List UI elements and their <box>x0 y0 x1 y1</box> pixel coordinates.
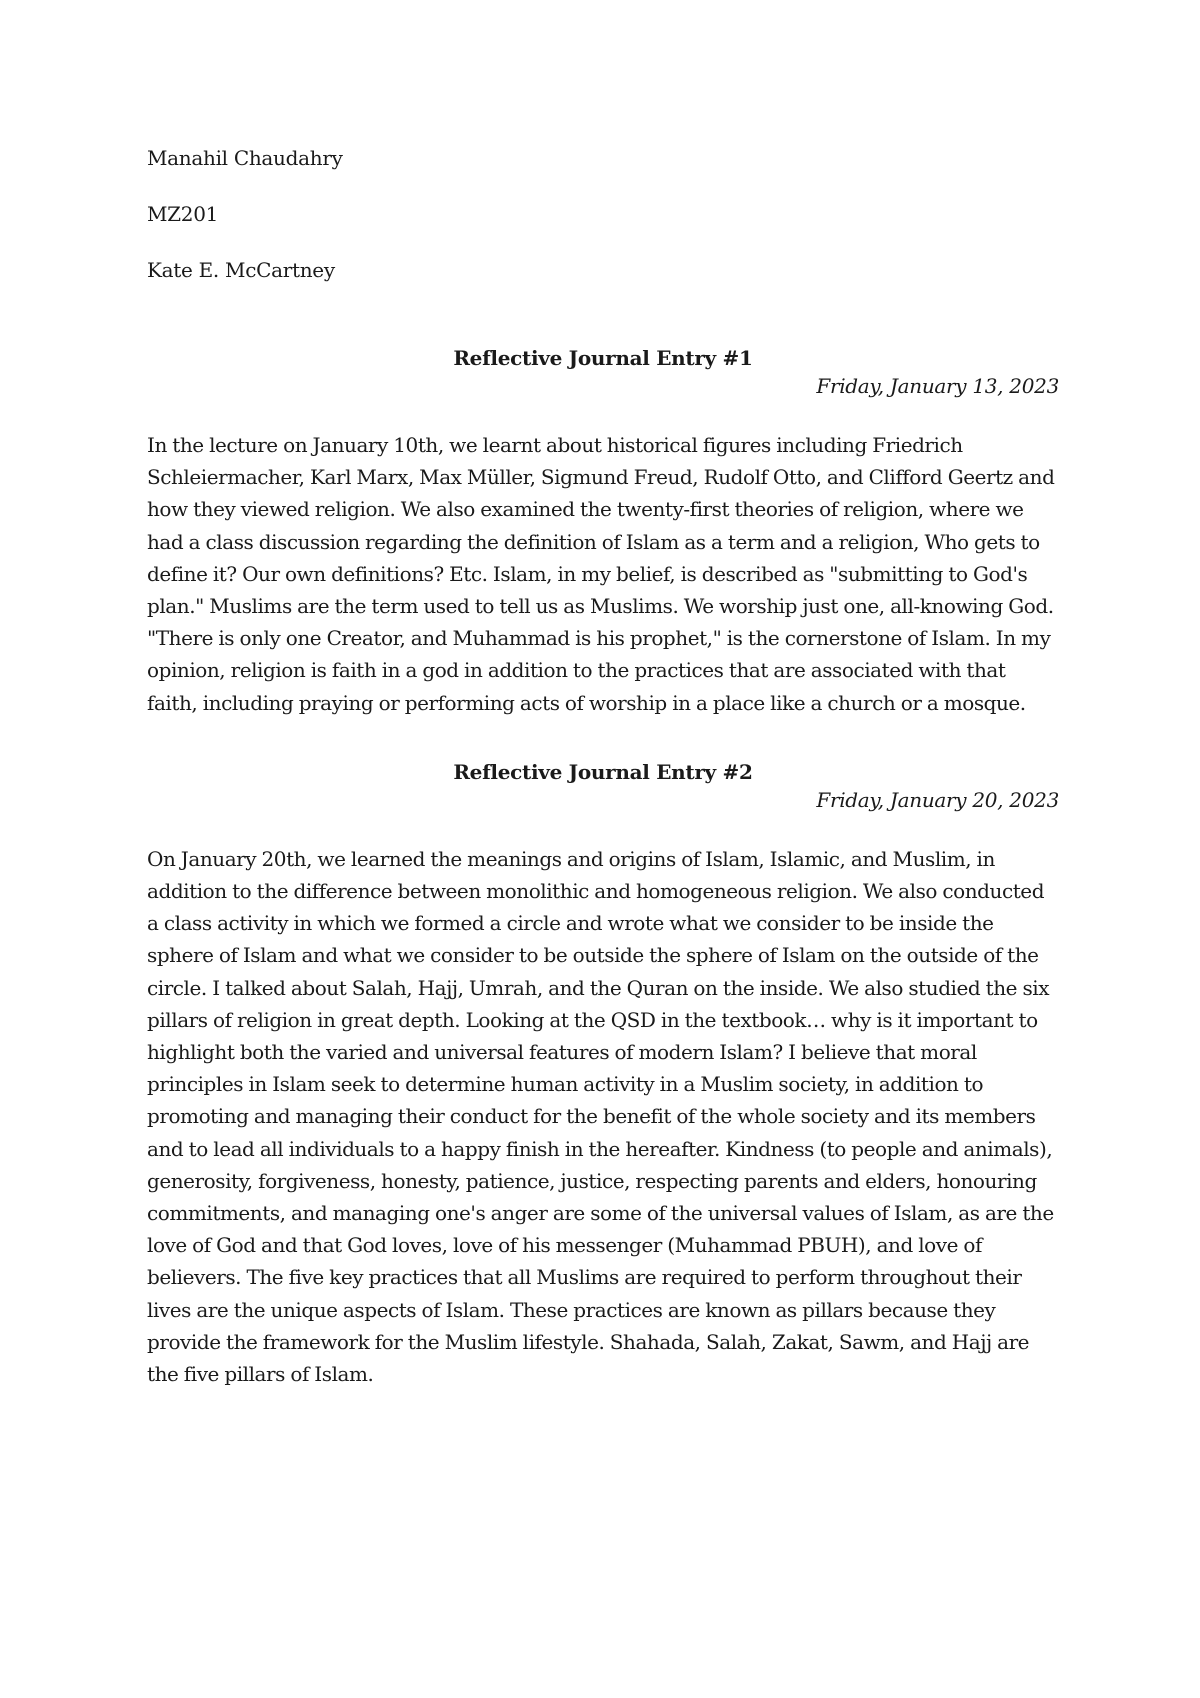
entry-body: On January 20th, we learned the meanings and origins of Islam, Islamic, and Muslim, in addition to the difference between monolithic and homogeneous religion. We also conducted a class activity in which we formed a circle and wrote what we consider to be inside the sphere of Islam and what we consider to be outside the sphere of Islam on the outside of the circle. I talked about Salah, Hajj, Umrah, and the Quran on the inside. We also studied the six pillars of religion in great depth. Looking at the QSD in the textbook… why is it important to highlight both the varied and universal features of modern Islam? I believe that moral principles in Islam seek to determine human activity in a Muslim society, in addition to promoting and managing their conduct for the benefit of the whole society and its members and to lead all individuals to a happy finish in the hereafter. Kindness (to people and animals), generosity, forgiveness, honesty, patience, justice, respecting parents and elders, honouring commitments, and managing one's anger are some of the universal values of Islam, as are the love of God and that God loves, love of his messenger (Muhammad PBUH), and love of believers. The five key practices that all Muslims are required to perform throughout their lives are the unique aspects of Islam. These practices are known as pillars because they provide the framework for the Muslim lifestyle. Shahada, Salah, Zakat, Sawm, and Hajj are the five pillars of Islam. <box>147 846 1054 1387</box>
student-name: Manahil Chaudahry <box>147 146 343 170</box>
course-code: MZ201 <box>147 202 219 226</box>
entry-date: Friday, January 20, 2023 <box>816 787 1059 812</box>
entry-title: Reflective Journal Entry #1 <box>453 346 753 370</box>
instructor-name: Kate E. McCartney <box>147 258 335 282</box>
journal-entry-2 <box>147 758 1059 1390</box>
document-content <box>147 144 1059 1390</box>
entry-body: In the lecture on January 10th, we learnt about historical figures including Friedrich Schleiermacher, Karl Marx, Max Müller, Sigmund Freud, Rudolf Otto, and Clifford Geertz and how they viewed religion. We also examined the twenty-first theories of religion, where we had a class discussion regarding the definition of Islam as a term and a religion, Who gets to define it? Our own definitions? Etc. Islam, in my belief, is described as "submitting to God's plan." Muslims are the term used to tell us as Muslims. We worship just one, all-knowing God. "There is only one Creator, and Muhammad is his prophet," is the cornerstone of Islam. In my opinion, religion is faith in a god in addition to the practices that are associated with that faith, including praying or performing acts of worship in a place like a church or a mosque. <box>147 433 1055 715</box>
entry-title: Reflective Journal Entry #2 <box>453 759 753 784</box>
entry-date: Friday, January 13, 2023 <box>816 374 1059 398</box>
journal-entry-1 <box>147 344 1059 719</box>
